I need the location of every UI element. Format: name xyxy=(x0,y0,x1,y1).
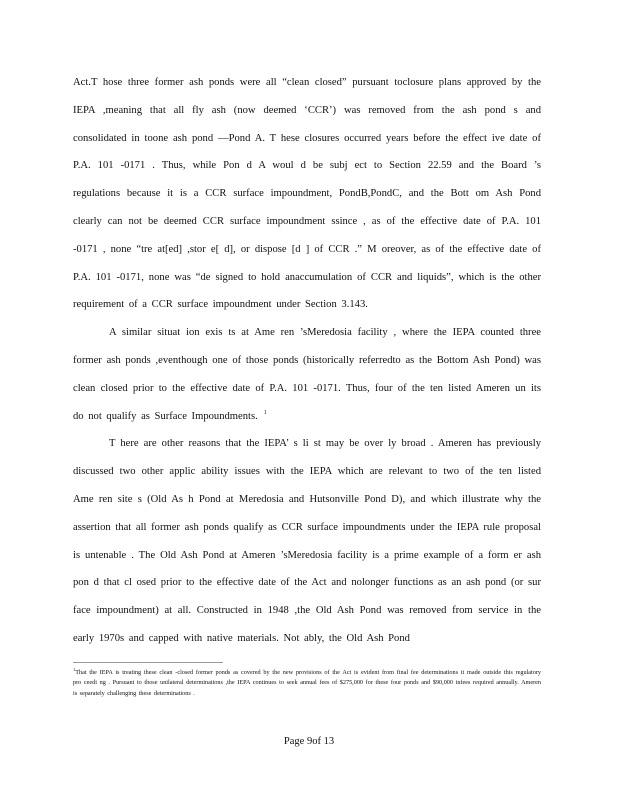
footnote-divider xyxy=(73,662,223,663)
paragraph-3: T here are other reasons that the IEPA’ s li st may be over ly broad . Ameren has previously discussed two other applic ability issues with the IEPA which are relevant to two of the ten listed Ame ren site s (Old As h Pond at Meredosia and Hutsonville Pond D), and which illustrate why the assertion that all former ash ponds qualify as CCR surface impoundments under the IEPA rule proposal is untenable . The Old Ash Pond at Ameren ’sMeredosia facility is a prime example of a form er ash pon d that cl osed prior to the effective date of the Act and nolonger functions as an ash pond (or sur face impoundment) at all. Constructed in 1948 ,the Old Ash Pond was removed from service in the early 1970s and capped with native materials. Not ably, the Old Ash Pond xyxy=(73,438,541,644)
footnote-mark: 1 xyxy=(73,666,76,672)
paragraph-2-text: A similar situat ion exis ts at Ame ren ’sMeredosia facility , where the IEPA counted three former ash ponds ,eventhough one of those ponds (historically referredto as the Bottom Ash Pond) was clean closed prior to the effective date of P.A. 101 -0171. Thus, four of the ten listed Ameren un its do not qualify as Surface Impoundments. xyxy=(73,327,541,422)
footnote-text: That the IEPA is treating these clean -closed former ponds as covered by the new provisions of the Act is evident from final fee determinations it made outside this regulatory pro ceedi ng . Pursuant to those unilateral determinations ,the IEPA continues to seek annual fees of $275,000 for these four ponds and $90,000 infees required annually. Ameren is separately challenging these determinations . xyxy=(73,669,541,697)
paragraph-1: Act.T hose three former ash ponds were all “clean closed” pursuant toclosure plans approved by the IEPA ,meaning that all fly ash (now deemed ‘CCR’) was removed from the ash pond s and consolidated in toone ash pond —Pond A. T hese closures occurred years before the effect ive date of P.A. 101 -0171 . Thus, while Pon d A woul d be subj ect to Section 22.59 and the Board ’s regulations because it is a CCR surface impoundment, PondB,PondC, and the Bott om Ash Pond clearly can not be deemed CCR surface impoundment ssince , as of the effective date of P.A. 101 -0171 , none “tre at[ed] ,stor e[ d], or dispose [d ] of CCR .” M oreover, as of the effective date of P.A. 101 -0171, none was “de signed to hold anaccumulation of CCR and liquids”, which is the other requirement of a CCR surface impoundment under Section 3.143. xyxy=(73,77,541,311)
footnote-reference: 1 xyxy=(263,410,267,417)
footnote xyxy=(73,668,541,699)
body-text xyxy=(73,69,541,653)
paragraph-2 xyxy=(73,319,541,430)
page-number: Page 9of 13 xyxy=(283,736,335,747)
